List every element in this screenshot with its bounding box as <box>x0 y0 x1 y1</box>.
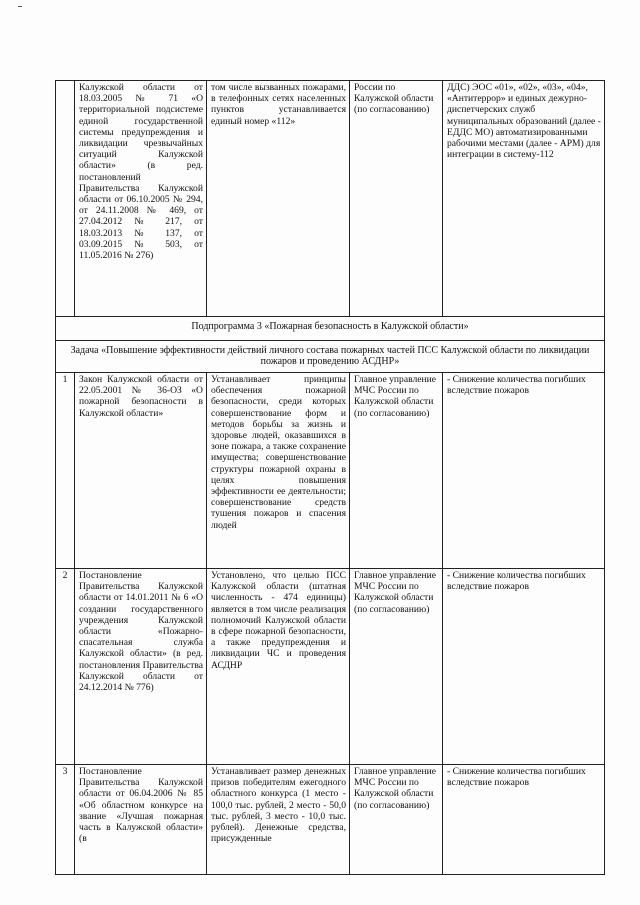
legal-act-cell: Постановление Правительства Калужской области от 14.01.2011 № 6 «О создании государственного учреждения Калужской области «Пожарно-спасательная служба Калужской области» (в ред. постановления Правительства Калужской области от 24.12.2014 № 776) <box>75 569 207 765</box>
content-cell: Установлено, что целью ПСС Калужской области (штатная численность - 474 единицы) является в том числе реализация полномочий Калужской области в сфере пожарной безопасности, а также предупреждения и ликвидации ЧС и проведения АСДНР <box>207 569 350 765</box>
row-number: 3 <box>56 765 75 875</box>
executor-cell: России по Калужской области (по согласованию) <box>350 81 443 317</box>
legal-act-cell: Закон Калужской области от 22.05.2001 № 36-ОЗ «О пожарной безопасности в Калужской области» <box>75 373 207 569</box>
legal-act-cell: Постановление Правительства Калужской области от 06.04.2006 № 85 «Об областном конкурсе на звание «Лучшая пожарная часть в Калужской области» (в <box>75 765 207 875</box>
task-row <box>56 341 605 373</box>
subprogram-title: Подпрограмма 3 «Пожарная безопасность в Калужской области» <box>56 317 605 341</box>
table-row <box>56 765 605 875</box>
scan-mark <box>18 6 22 7</box>
executor-cell: Главное управление МЧС России по Калужской области (по согласованию) <box>350 765 443 875</box>
row-number: 1 <box>56 373 75 569</box>
legal-acts-table <box>55 80 605 875</box>
row-number: 2 <box>56 569 75 765</box>
subprogram-row <box>56 317 605 341</box>
result-cell: - Снижение количества погибших вследствие пожаров <box>443 765 605 875</box>
content-cell: том числе вызванных пожарами, в телефонных сетях населенных пунктов устанавливается единый номер «112» <box>207 81 350 317</box>
task-title: Задача «Повышение эффективности действий личного состава пожарных частей ПСС Калужской области по ликвидации пожаров и проведению АСДНР» <box>56 341 605 373</box>
content-cell: Устанавливает принципы обеспечения пожарной безопасности, среди которых совершенствование форм и методов борьбы за жизнь и здоровье людей, оказавшихся в зоне пожара, а также сохранение имущества; совершенствование структуры пожарной охраны в целях повышения эффективности ее деятельности; совершенствование средств тушения пожаров и спасения людей <box>207 373 350 569</box>
table-row <box>56 569 605 765</box>
executor-cell: Главное управление МЧС России по Калужской области (по согласованию) <box>350 569 443 765</box>
content-cell: Устанавливает размер денежных призов победителям ежегодного областного конкурса (1 место - 100,0 тыс. рублей, 2 место - 50,0 тыс. рублей, 3 место - 10,0 тыс. рублей). Денежные средства, присужденные <box>207 765 350 875</box>
result-cell: - Снижение количества погибших вследствие пожаров <box>443 373 605 569</box>
table-row <box>56 81 605 317</box>
table-row <box>56 373 605 569</box>
result-cell: ДДС) ЭОС «01», «02», «03», «04», «Антитеррор» и единых дежурно-диспетчерских служб муниципальных образований (далее - ЕДДС МО) автоматизированными рабочими местами (далее - АРМ) для интеграции в систему-112 <box>443 81 605 317</box>
legal-act-cell: Калужской области от 18.03.2005 № 71 «О территориальной подсистеме единой государственной системы предупреждения и ликвидации чрезвычайных ситуаций Калужской области» (в ред. постановлений Правительства Калужской области от 06.10.2005 № 294, от 24.11.2008 № 469, от 27.04.2012 № 217, от 18.03.2013 № 137, от 03.09.2015 № 503, от 11.05.2016 № 276) <box>75 81 207 317</box>
row-number <box>56 81 75 317</box>
executor-cell: Главное управление МЧС России по Калужской области (по согласованию) <box>350 373 443 569</box>
result-cell: - Снижение количества погибших вследствие пожаров <box>443 569 605 765</box>
